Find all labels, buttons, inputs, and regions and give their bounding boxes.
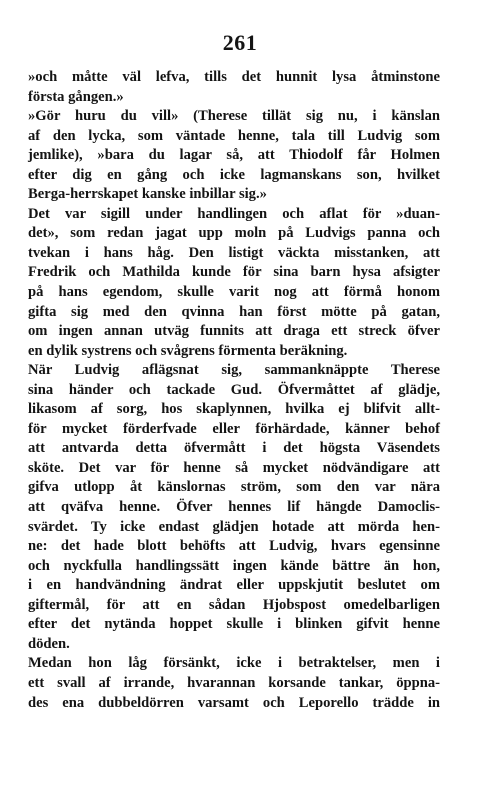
text-line: Det var sigill under handlingen och aflat för »duan- [28, 205, 440, 222]
text-line: efter det nytända hoppet skulle i blinken gifvit henne [28, 616, 440, 633]
text-line: des ena dubbeldörren varsamt och Leporello trädde in [28, 694, 440, 711]
text-line: gifta sig med den qvinna han först mötte på gatan, [28, 303, 440, 320]
text-line: ne: det hade blott behöfts att Ludvig, hvars egensinne [28, 538, 440, 555]
text-line: likasom af sorg, hos skaplynnen, hvilka ej blifvit allt- [28, 401, 440, 418]
text-line: i en handvändning ändrat eller uppskjutit beslutet om [28, 577, 440, 594]
body-text [28, 68, 440, 713]
text-line: ett svall af irrande, hvarannan korsande tankar, öppna- [28, 674, 440, 691]
text-line: sköte. Det var för henne så mycket nödvändigare att [28, 459, 440, 476]
text-line: att antvarda detta öfvermått i det högsta Väsendets [28, 440, 440, 457]
text-line: När Ludvig aflägsnat sig, sammanknäppte Therese [28, 362, 440, 379]
text-line: Berga-herrskapet kanske inbillar sig.» [28, 186, 267, 203]
text-line: och nyckfulla handlingssätt ingen kände bättre än hon, [28, 557, 440, 574]
text-line: att qväfva henne. Öfver hennes lif hängde Damoclis- [28, 499, 440, 516]
text-line: för mycket förderfvade eller förhärdade, känner behof [28, 420, 440, 437]
text-line: gifva utlopp åt känslornas ström, som den var nära [28, 479, 440, 496]
text-line: giftermål, för att en sådan Hjobspost omedelbarligen [28, 596, 440, 613]
text-line: af den lycka, som väntade henne, tala till Ludvig som [28, 127, 440, 144]
text-line: om ingen annan utväg funnits att draga ett streck öfver [28, 323, 440, 340]
text-line: svärdet. Ty icke endast glädjen hotade att mörda hen- [28, 518, 440, 535]
page-number: 261 [222, 30, 258, 55]
text-line: »och måtte väl lefva, tills det hunnit lysa åtminstone [28, 69, 440, 85]
text-line: det», som redan jagat upp moln på Ludvigs panna och [28, 225, 440, 242]
text-line: sina händer och tackade Gud. Öfvermåttet af glädje, [28, 381, 440, 398]
text-line: döden. [28, 635, 70, 652]
text-line: »Gör huru du vill» (Therese tillät sig nu, i känslan [28, 108, 440, 125]
text-line: en dylik systrens och svågrens förmenta beräkning. [28, 342, 348, 359]
text-line: efter dig en gång och icke lagmanskans son, hvilket [28, 166, 440, 183]
text-line: första gången.» [28, 88, 124, 105]
text-line: Medan hon låg försänkt, icke i betraktelser, men i [28, 655, 440, 672]
text-line: på hans egendom, skulle varit nog att förmå honom [28, 284, 440, 301]
text-line: Fredrik och Mathilda kunde för sina barn hysa afsigter [28, 264, 440, 281]
text-line: jemlike), »bara du lagar så, att Thiodolf får Holmen [28, 147, 440, 164]
text-line: tvekan i hans håg. Den listigt väckta misstanken, att [28, 244, 440, 261]
